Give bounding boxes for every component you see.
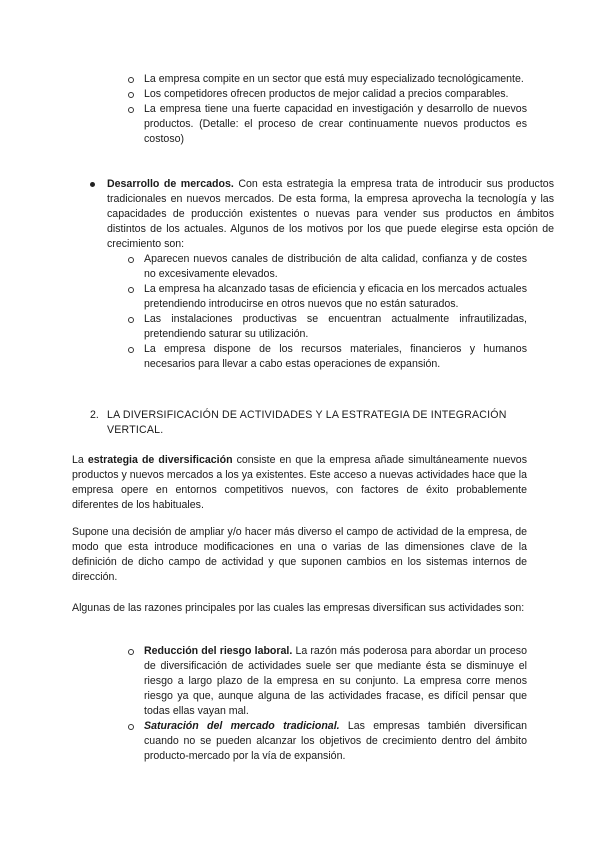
list-item xyxy=(128,719,527,764)
list-item xyxy=(128,282,527,312)
list-item xyxy=(128,312,527,342)
paragraph-decision: Supone una decisión de ampliar y/o hacer más diverso el campo de actividad de la empresa, de modo que esta introduce modificaciones en una o varias de las dimensiones clave de la definición de dicho campo de actividad y que suponen cambios en los sistemas internos de dirección. xyxy=(72,526,527,583)
paragraph-bold-term: estrategia de diversificación xyxy=(87,454,233,466)
reason-text: La razón más poderosa para abordar un proceso de diversificación de actividades suele ser que mediante ésta se disminuye el riesgo a largo plazo de la empresa en su conjunto. La empresa corre menos riesgo ya que, aunque alguna de las actividades fracase, es difícil pensar que todas ellas vayan mal. xyxy=(144,645,527,717)
list-item-text: La empresa tiene una fuerte capacidad en investigación y desarrollo de nuevos productos. (Detalle: el proceso de crear continuamente nuevos productos es costoso) xyxy=(144,103,527,145)
list-item-text: La empresa compite en un sector que está muy especializado tecnológicamente. xyxy=(144,73,524,85)
section-number: 2. xyxy=(90,409,99,421)
list-item-text: Las instalaciones productivas se encuentran actualmente infrautilizadas, pretendiendo saturar su utilización. xyxy=(144,313,527,340)
list-item xyxy=(128,102,527,147)
market-development-sub-list xyxy=(128,252,527,372)
paragraph-lead: La xyxy=(72,454,88,466)
list-item xyxy=(128,87,527,102)
reason-title: Reducción del riesgo laboral. xyxy=(144,645,293,657)
paragraph-diversification xyxy=(72,453,527,513)
reasons-list xyxy=(128,644,527,764)
reason-text: Las empresas también diversifican cuando no se pueden alcanzar los objetivos de crecimiento dentro del ámbito producto-mercado por la vía de expansión. xyxy=(144,720,528,762)
top-sub-list xyxy=(128,72,527,147)
market-development-text: Con esta estrategia la empresa trata de introducir sus productos tradicionales en nuevos mercados. De esta forma, la empresa aprovecha la tecnología y las capacidades de producción existentes o nuevas para vender sus productos en ámbitos distintos de los actuales. Algunos de los motivos por los que puede elegirse esta opción de crecimiento son: xyxy=(107,178,554,250)
market-development-bullet xyxy=(80,177,554,252)
list-item-text: Los competidores ofrecen productos de mejor calidad a precios comparables. xyxy=(144,88,509,100)
reason-title: Saturación del mercado tradicional. xyxy=(144,720,340,732)
paragraph-reasons-intro: Algunas de las razones principales por las cuales las empresas diversifican sus actividades son: xyxy=(72,602,525,614)
section-title: LA DIVERSIFICACIÓN DE ACTIVIDADES Y LA ESTRATEGIA DE INTEGRACIÓN VERTICAL. xyxy=(107,409,507,436)
market-development-title: Desarrollo de mercados. xyxy=(107,178,234,190)
bullet-dot-icon xyxy=(90,182,95,187)
list-item-text: La empresa dispone de los recursos materiales, financieros y humanos necesarios para llevar a cabo estas operaciones de expansión. xyxy=(144,343,527,370)
list-item-text: La empresa ha alcanzado tasas de eficiencia y eficacia en los mercados actuales pretendiendo introducirse en otros nuevos que no están saturados. xyxy=(144,283,527,310)
list-item-text: Aparecen nuevos canales de distribución de alta calidad, confianza y de costes no excesivamente elevados. xyxy=(144,253,527,280)
list-item xyxy=(128,342,527,372)
list-item xyxy=(128,644,527,719)
list-item xyxy=(128,72,527,87)
list-item xyxy=(128,252,527,282)
paragraph-rest: consiste en que la empresa añade simultáneamente nuevos productos y nuevos mercados a los ya existentes. Este acceso a nuevas actividades hace que la empresa opere en entornos competitivos nuevos, con factores de éxito probablemente diferentes de los habituales. xyxy=(72,454,527,511)
